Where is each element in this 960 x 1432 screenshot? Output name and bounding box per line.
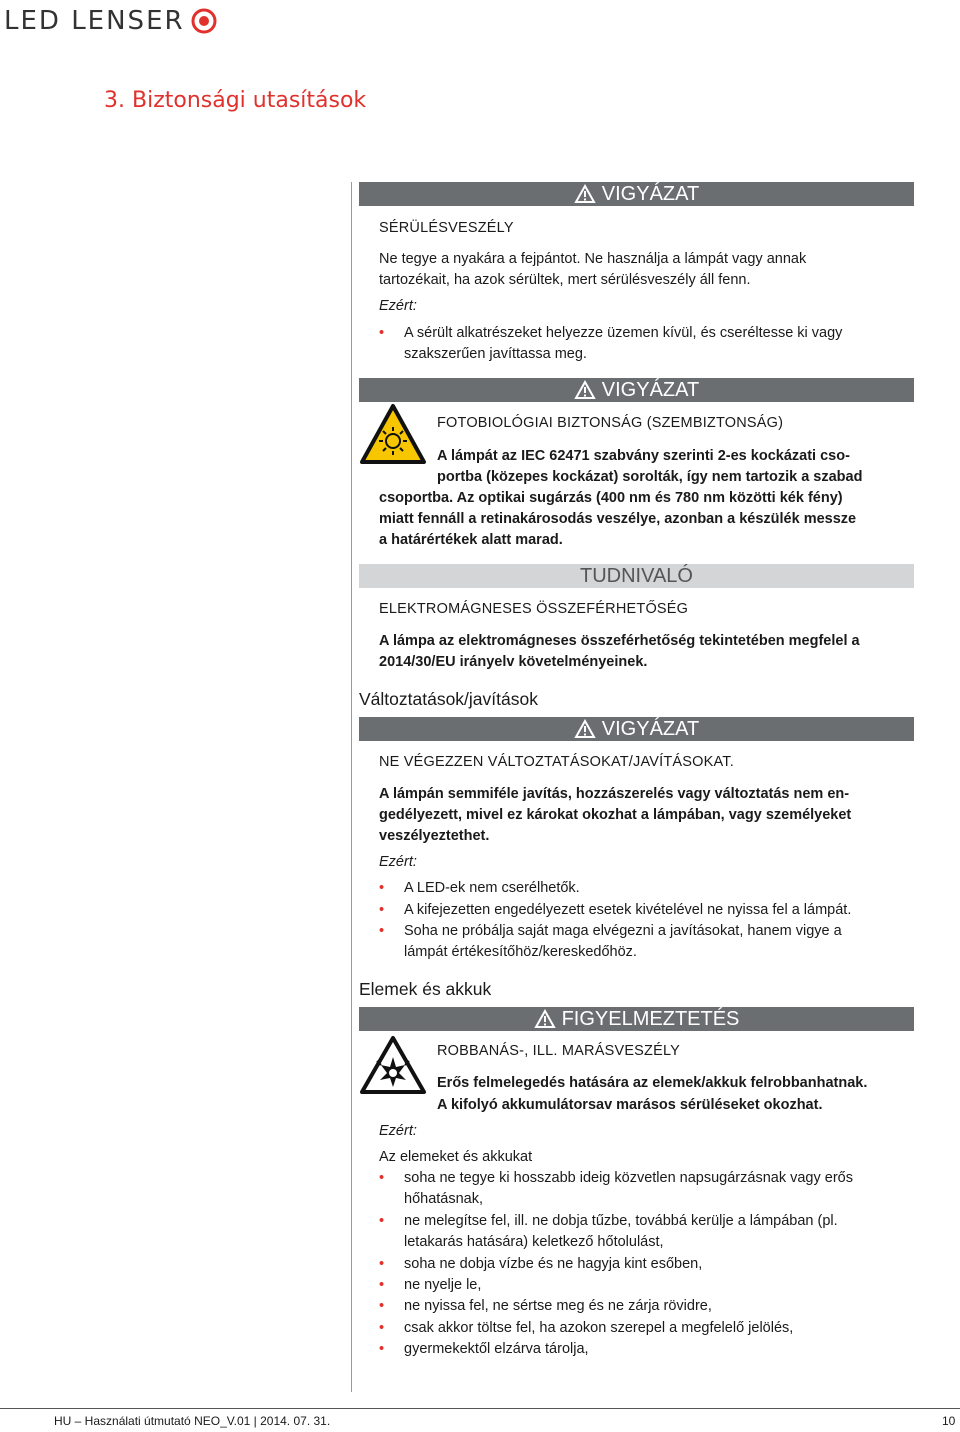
caution2-text-line: A lámpát az IEC 62471 szabvány szerinti 2-es kockázati cso- [437,448,850,464]
caution-header-label: VIGYÁZAT [601,378,700,401]
batteries-text-line: A kifolyó akkumulátorsav marásos sérüléseket okozhat. [437,1097,823,1113]
section-title-repairs: Változtatások/javítások [359,689,538,709]
page-number: 10 [942,1414,956,1428]
warning-triangle-icon [574,380,596,400]
footer-text: HU – Használati útmutató NEO_V.01 | 2014. 07. 31. [54,1414,331,1428]
ezert-label: Ezért: [379,854,417,870]
list-item: • gyermekektől elzárva tárolja, [379,1339,589,1361]
bullet-icon: • [379,1298,385,1314]
ezert-label: Ezért: [379,298,417,314]
bullet-icon: • [379,1320,385,1336]
caution2-heading: FOTOBIOLÓGIAI BIZTONSÁG (SZEMBIZTONSÁG) [437,415,784,431]
warning-triangle-icon [574,719,596,739]
notice-header [359,564,914,588]
warning-triangle-icon [534,1009,556,1029]
list-item: • A sérült alkatrészeket helyezze üzemen kívül, és cseréltesse ki vagy [379,323,842,345]
bullet-icon: • [379,880,385,896]
list-item: • csak akkor töltse fel, ha azokon szerepel a megfelelő jelölés, [379,1318,793,1340]
bullet-icon: • [379,1341,385,1357]
repairs-text-line: veszélyeztethet. [379,828,490,844]
notice-heading: ELEKTROMÁGNESES ÖSSZEFÉRHETŐSÉG [379,601,689,617]
bullet-icon: • [379,923,385,939]
bullet-icon: • [379,902,385,918]
caution-header [359,378,914,402]
repairs-text-line: gedélyezett, mivel ez károkat okozhat a lámpában, vagy személyeket [379,807,852,823]
caution2-text-line: miatt fennáll a retinakárosodás veszélye, azonban a készülék messze [379,511,857,527]
warning-header [359,1007,914,1031]
page-title: 3. Biztonsági utasítások [104,88,367,113]
list-item: • A kifejezetten engedélyezett esetek kivételével ne nyissa fel a lámpát. [379,900,851,922]
notice-header-label: TUDNIVALÓ [580,564,693,587]
repairs-text-line: A lámpán semmiféle javítás, hozzászerelés vagy változtatás nem en- [379,786,850,802]
brand-circle-icon [191,8,217,34]
bullet-icon: • [379,1277,385,1293]
notice-text-line: A lámpa az elektromágneses összeférhetőség tekintetében megfelel a [379,633,860,649]
list-item: • ne nyelje le, [379,1275,481,1297]
footer-divider [0,1408,960,1409]
explosion-hazard-icon [359,1035,427,1095]
warning-header-label: FIGYELMEZTETÉS [561,1007,740,1030]
list-item-continuation: lámpát értékesítőhöz/kereskedőhöz. [404,944,637,960]
list-item: • ne nyissa fel, ne sértse meg és ne zárja rövidre, [379,1296,712,1318]
list-item-continuation: szakszerűen javíttassa meg. [404,346,587,362]
batteries-heading: ROBBANÁS-, ILL. MARÁSVESZÉLY [437,1043,681,1059]
caution1-heading: SÉRÜLÉSVESZÉLY [379,220,514,236]
notice-text-line: 2014/30/EU irányelv követelményeinek. [379,654,648,670]
brand-name: LED LENSER [4,6,185,36]
caution-header-label: VIGYÁZAT [601,717,700,740]
bullet-icon: • [379,1213,385,1229]
list-item-continuation: letakarás hatására) keletkező hőtolulást, [404,1234,664,1250]
caution-header-label: VIGYÁZAT [601,182,700,205]
section-title-batteries: Elemek és akkuk [359,979,492,999]
list-item: • ne melegítse fel, ill. ne dobja tűzbe, továbbá kerülje a lámpában (pl. [379,1211,838,1233]
batteries-text-line: Erős felmelegedés hatására az elemek/akkuk felrobbanhatnak. [437,1075,868,1091]
warning-triangle-icon [574,184,596,204]
bullet-icon: • [379,325,385,341]
caution1-text-line: Ne tegye a nyakára a fejpántot. Ne használja a lámpát vagy annak [379,251,807,267]
list-item: • Soha ne próbálja saját maga elvégezni a javításokat, hanem vigye a [379,921,842,943]
optical-radiation-hazard-icon [359,403,427,465]
brand-logo [4,4,217,38]
caution2-text-line: a határértékek alatt marad. [379,532,563,548]
caution2-text-line: portba (közepes kockázat) sorolták, így nem tartozik a szabad [437,469,863,485]
batteries-intro: Az elemeket és akkukat [379,1149,533,1165]
repairs-heading: NE VÉGEZZEN VÁLTOZTATÁSOKAT/JAVÍTÁSOKAT. [379,754,734,770]
list-item: • soha ne dobja vízbe és ne hagyja kint esőben, [379,1254,702,1276]
caution1-text-line: tartozékait, ha azok sérültek, mert sérülésveszély áll fenn. [379,272,751,288]
list-item: • A LED-ek nem cserélhetők. [379,878,580,900]
ezert-label: Ezért: [379,1123,417,1139]
caution-header [359,717,914,741]
list-item: • soha ne tegye ki hosszabb ideig közvetlen napsugárzásnak vagy erős [379,1168,853,1190]
bullet-icon: • [379,1256,385,1272]
caution-header [359,182,914,206]
list-item-continuation: hőhatásnak, [404,1191,484,1207]
caution2-text-line: csoportba. Az optikai sugárzás (400 nm és 780 nm közötti kék fény) [379,490,843,506]
bullet-icon: • [379,1170,385,1186]
content-divider [351,182,352,1392]
